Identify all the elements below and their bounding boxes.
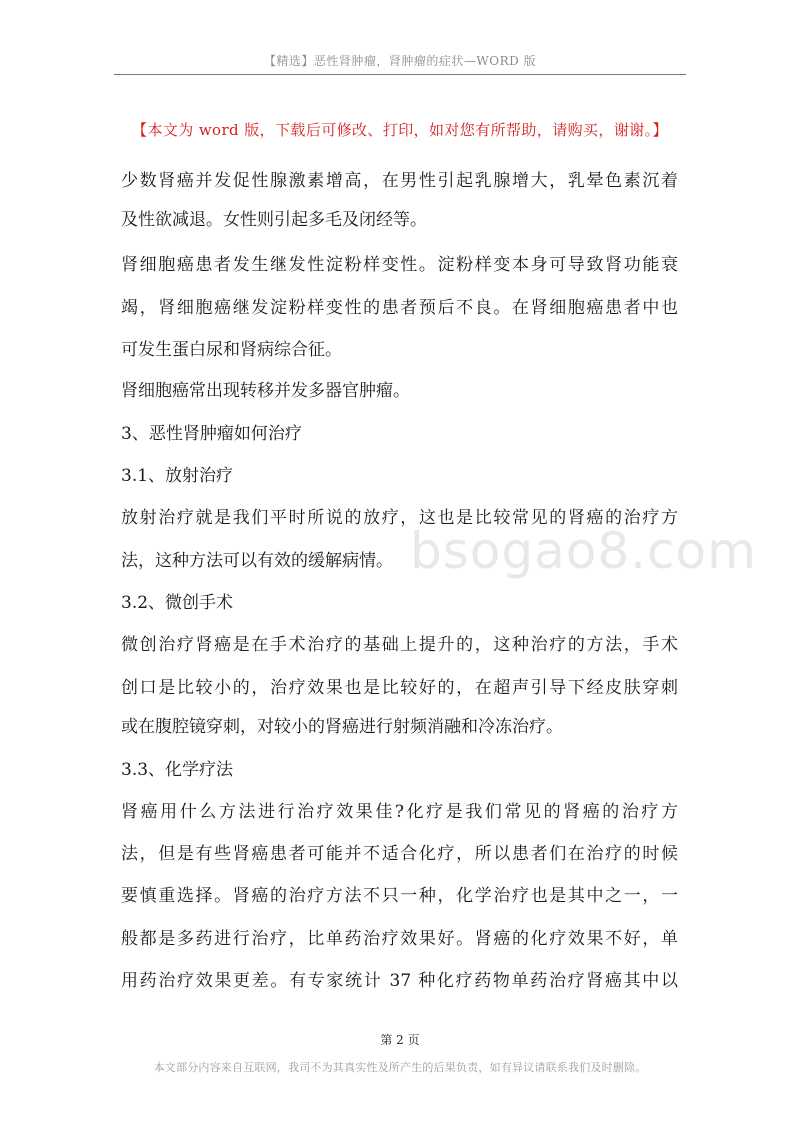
paragraph-line: 般都是多药进行治疗，比单药治疗效果好。肾癌的化疗效果不好，单 [121,929,678,949]
paragraph-line: 可发生蛋白尿和肾病综合征。 [121,340,342,360]
paragraph-line: 法，但是有些肾癌患者可能并不适合化疗，所以患者们在治疗的时候 [121,844,678,864]
paragraph-line: 创口是比较小的，治疗效果也是比较好的，在超声引导下经皮肤穿刺 [121,678,678,698]
footer-disclaimer: 本文部分内容来自互联网，我司不为其真实性及所产生的后果负责，如有异议请联系我们及时删除。 [153,1061,647,1074]
paragraph-line: 少数肾癌并发促性腺激素增高，在男性引起乳腺增大，乳晕色素沉着 [121,171,678,191]
page-header: 【精选】恶性肾肿瘤，肾肿瘤的症状—WORD 版 [263,54,537,68]
subsection-heading: 3.3、化学疗法 [121,760,234,780]
paragraph-line: 肾细胞癌常出现转移并发多器官肿瘤。 [121,381,410,401]
paragraph-line: 肾细胞癌患者发生继发性淀粉样变性。淀粉样变本身可导致肾功能衰 [121,255,678,275]
purchase-notice: 【本文为 word 版，下载后可修改、打印，如对您有所帮助，请购买，谢谢。】 [132,121,668,139]
section-heading: 3、恶性肾肿瘤如何治疗 [121,424,302,444]
paragraph-line: 法，这种方法可以有效的缓解病情。 [121,551,393,571]
subsection-heading: 3.1、放射治疗 [121,466,234,486]
page-number: 第 2 页 [380,1033,420,1047]
paragraph-line: 用药治疗效果更差。有专家统计 37 种化疗药物单药治疗肾癌其中以 [121,971,678,991]
paragraph-line: 放射治疗就是我们平时所说的放疗，这也是比较常见的肾癌的治疗方 [121,508,678,528]
paragraph-line: 竭，肾细胞癌继发淀粉样变性的患者预后不良。在肾细胞癌患者中也 [121,298,678,318]
paragraph-line: 微创治疗肾癌是在手术治疗的基础上提升的，这种治疗的方法，手术 [121,635,678,655]
paragraph-line: 或在腹腔镜穿刺，对较小的肾癌进行射频消融和冷冻治疗。 [121,717,563,737]
paragraph-line: 及性欲减退。女性则引起多毛及闭经等。 [121,210,427,230]
paragraph-line: 要慎重选择。肾癌的治疗方法不只一种，化学治疗也是其中之一，一 [121,886,678,906]
subsection-heading: 3.2、微创手术 [121,593,234,613]
watermark: bsogao8.com [410,522,757,580]
paragraph-line: 肾癌用什么方法进行治疗效果佳?化疗是我们常见的肾癌的治疗方 [121,802,678,822]
